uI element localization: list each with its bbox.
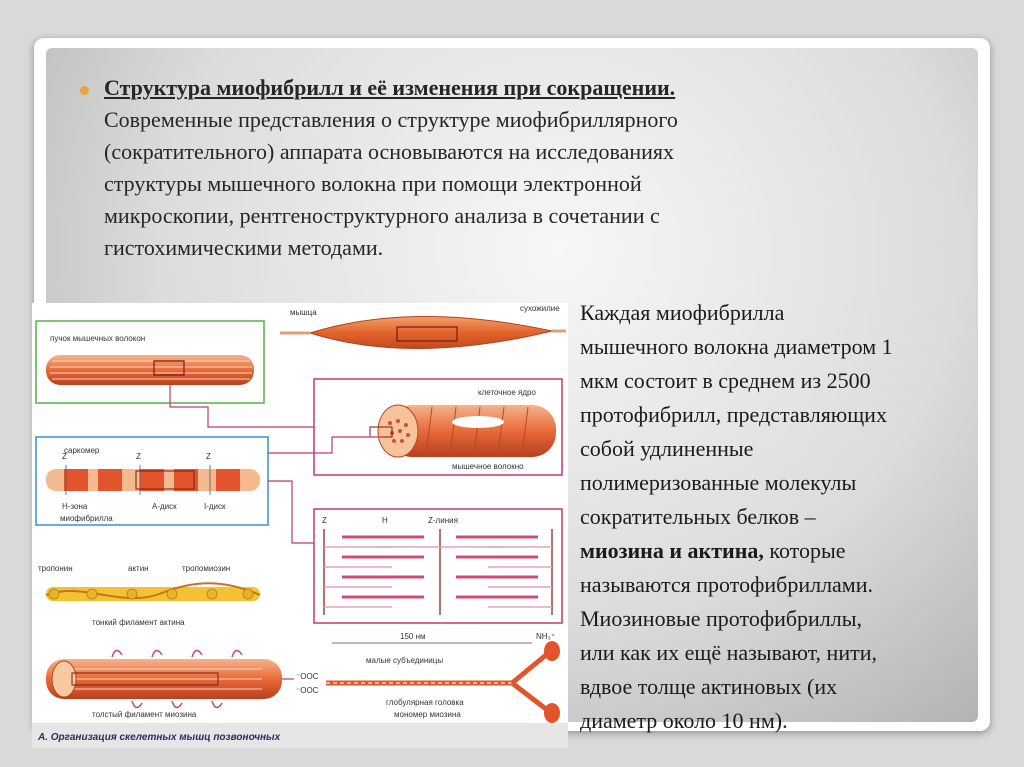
description-line: называются протофибриллами. xyxy=(580,572,874,597)
intro-line: микроскопии, рентгеноструктурного анализа в сочетании с xyxy=(104,203,660,228)
label-ooc-2: ⁻OOC xyxy=(296,686,319,695)
label-length-150: 150 нм xyxy=(400,632,426,641)
description-line: собой удлиненные xyxy=(580,436,754,461)
description-line: полимеризованные молекулы xyxy=(580,470,857,495)
intro-line: Современные представления о структуре миофибриллярного xyxy=(104,107,678,132)
label-troponin: тропонин xyxy=(38,564,73,573)
muscle-structure-figure xyxy=(32,303,568,748)
intro-line: (сократительного) аппарата основываются на исследованиях xyxy=(104,139,675,164)
intro-line: структуры мышечного волокна при помощи электронной xyxy=(104,171,642,196)
myofibril-illustration xyxy=(46,465,260,495)
thick-filament-illustration xyxy=(46,650,282,707)
label-small-subunits: малые субъединицы xyxy=(366,656,444,665)
description-line: протофибрилл, представляющих xyxy=(580,402,887,427)
label-z2: Z xyxy=(136,452,141,461)
description-line: мышечного волокна диаметром 1 xyxy=(580,334,893,359)
description-line: вдвое толще актиновых (их xyxy=(580,674,838,699)
description-line: сократительных белков – xyxy=(580,504,816,529)
label-z3: Z xyxy=(206,452,211,461)
description-fragment: которые xyxy=(763,538,846,563)
description-line: мкм состоит в среднем из 2500 xyxy=(580,368,871,393)
filament-array-illustration xyxy=(324,529,552,615)
connector-arrow xyxy=(268,481,314,543)
label-i-disk: I-диск xyxy=(204,502,226,511)
slide-heading: Структура миофибрилл и её изменения при сокращении. xyxy=(104,75,676,100)
label-tropomyosin: тропомиозин xyxy=(182,564,231,573)
label-fiber: мышечное волокно xyxy=(452,462,524,471)
bullet-icon xyxy=(80,86,89,95)
label-z1: Z xyxy=(62,452,67,461)
bundle-illustration xyxy=(46,355,254,385)
description-line: или как их ещё называют, нити, xyxy=(580,640,877,665)
label-myofibril: миофибрилла xyxy=(60,514,113,523)
label-nh3-top: NH₃⁺ xyxy=(536,632,556,641)
label-tendon: сухожилие xyxy=(520,304,560,313)
intro-line: гистохимическими методами. xyxy=(104,235,384,260)
label-bundle: пучок мышечных волокон xyxy=(50,334,146,343)
connector-arrow xyxy=(170,385,314,427)
label-z-line: Z-линия xyxy=(428,516,458,525)
label-myosin-monomer: мономер миозина xyxy=(394,710,461,719)
description-line: диаметр около 10 нм). xyxy=(580,708,788,733)
label-globular-head: глобулярная головка xyxy=(386,698,464,707)
label-nucleus: клеточное ядро xyxy=(478,388,536,397)
description-line xyxy=(580,534,990,568)
label-z4: Z xyxy=(322,516,327,525)
label-ooc-1: ⁻OOC xyxy=(296,672,319,681)
description-line: Каждая миофибрилла xyxy=(580,300,785,325)
label-actin: актин xyxy=(128,564,149,573)
muscle-illustration xyxy=(280,316,566,348)
label-h: H xyxy=(382,516,388,525)
intro-paragraph xyxy=(104,72,864,264)
description-line: Миозиновые протофибриллы, xyxy=(580,606,863,631)
label-muscle: мышца xyxy=(290,308,317,317)
label-a-disk: А-диск xyxy=(152,502,177,511)
thin-filament-illustration xyxy=(46,583,260,601)
fiber-illustration xyxy=(370,405,556,457)
bold-proteins: миозина и актина, xyxy=(580,538,764,563)
figure-caption: А. Организация скелетных мышц позвоночных xyxy=(38,732,281,743)
label-thin-filament: тонкий филамент актина xyxy=(92,618,185,627)
label-thick-filament: толстый филамент миозина xyxy=(92,710,197,719)
connector-arrow xyxy=(268,437,382,453)
label-sarcomere: саркомер xyxy=(64,446,100,455)
sarcomere-detail-frame xyxy=(314,509,562,623)
myofibril-description xyxy=(580,296,990,738)
muscle-diagram xyxy=(32,303,568,748)
label-h-zone: Н-зона xyxy=(62,502,88,511)
